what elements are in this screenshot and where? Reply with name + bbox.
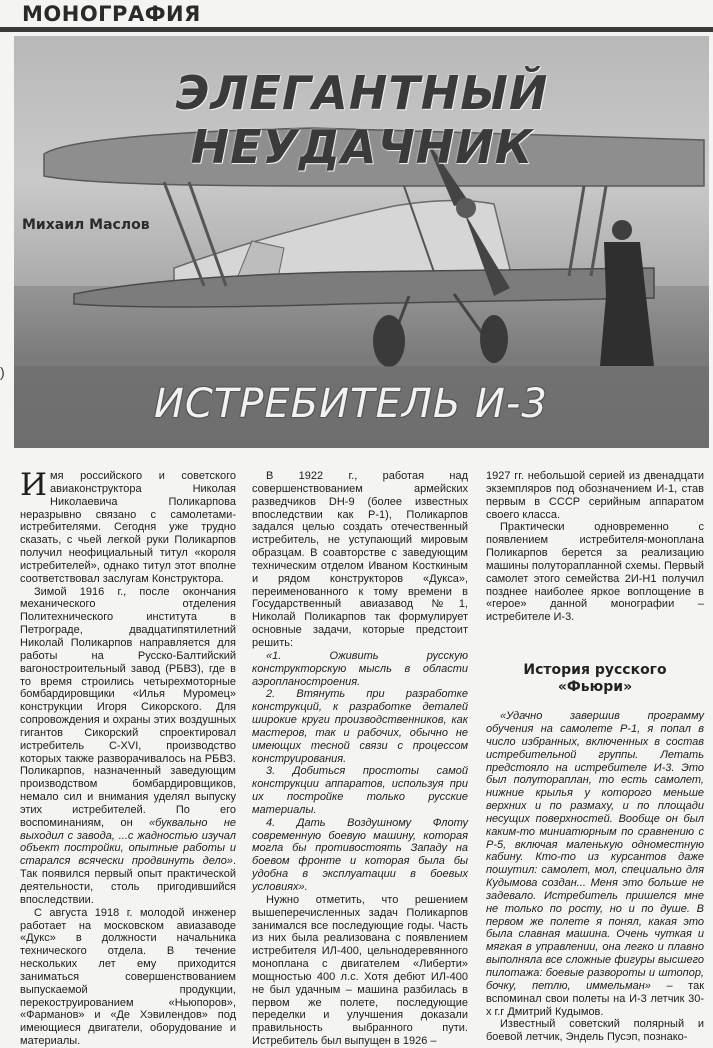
paragraph: 1927 гг. небольшой серией из двенадцати экземпляров под обозначением И-1, став первым в СССР серийным аппаратом своего класса.: [486, 470, 704, 521]
quote-item: 3. Добиться простоты самой конструкции аппаратов, используя при их постройке только русские материалы.: [252, 765, 468, 816]
edge-mark: ): [0, 364, 5, 380]
text-column-1: [20, 467, 236, 1048]
section-heading: История русского «Фьюри»: [523, 662, 667, 696]
author-name: Михаил Маслов: [22, 217, 150, 233]
paragraph: Зимой 1916 г., после окончания механического отделения Политехнического института в Петрограде, двадцатипятилетний Николай Поликарпов направляется для работы на Русско-Балтийский вагоностроительный завод (РБВЗ), где в то время строились четырехмоторные бомбардировщики «Илья Муромец» конструкции Игоря Сикорского. Для сопровождения и охраны этих воздушных гигантов Сикорский спроектировал истребитель С-XVI, производство которых также разворачивалось на РБВЗ. Поликарпов, назначенный заведующим производством бомбардировщиков, немало сил и внимания уделял выпуску этих истребителей. По его воспоминаниям, он «буквально не выходил с завода, ...с жадностью изучал объект постройки, опытные работы и старался всячески продвинуть дело». Так появился первый опыт практической деятельности, столь пригодившийся впоследствии.: [20, 585, 236, 906]
intro-paragraph: Имя российского и советского авиаконструктора Николая Николаевича Поликарпова неразрывно связано с самолетами-истребителями. Сегодня уже трудно сказать, с чьей легкой руки Поликарпов получил неофициальный титул «короля истребителей», однако титул этот вполне соответствовал заслугам Конструктора.: [20, 467, 236, 585]
section-tag: МОНОГРАФИЯ: [22, 2, 201, 26]
dropcap: И: [20, 467, 48, 503]
article-title: ЭЛЕГАНТНЫЙ НЕУДАЧНИК: [175, 66, 549, 174]
header-rule: [0, 27, 713, 32]
paragraph: В 1922 г., работая над совершенствованием армейских разведчиков DH-9 (более известных впоследствии как Р-1), Поликарпов задался целью создать отечественный истребитель, не уступающий мировым образцам. В соавторстве с заведующим техническим отделом Иваном Косткиным и рядом конструкторов «Дукса», переименованного к тому времени в Государственный авиазавод №1, Николай Поликарпов так формулирует основные задачи, которые предстоит решить:: [252, 470, 468, 649]
quote-item: 2. Втянуть при разработке конструкций, к разработке деталей широкие круги производственников, как мастеров, так и рабочих, обычно не имеющих тесной связи с процессом конструирования.: [252, 688, 468, 765]
text-column-2: [252, 470, 468, 1048]
quote-item: 4. Дать Воздушному Флоту современную боевую машину, которая могла бы противостоять Западу на боевом фронте и которая была бы удобна в эксплуатации в боевых условиях».: [252, 816, 468, 893]
paragraph: Известный советский полярный и боевой летчик, Эндель Пусэп, познако-: [486, 1018, 704, 1044]
paragraph: Нужно отметить, что решением вышеперечисленных задач Поликарпов занимался все последующие годы. Часть из них была реализована с появлением истребителя ИЛ-400, цельнодеревянного моноплана с двигателем «Либерти» мощностью 400 л.с. Хотя дебют ИЛ-400 не был удачным – машина разбилась в первом же полете, последующие переделки и улучшения доказали правильность выбранного пути. Истребитель был выпущен в 1926 –: [252, 893, 468, 1048]
quote-paragraph: «Удачно завершив программу обучения на самолете Р-1, я попал в число избранных, включенных в состав истребительной группы. Летать предстояло на истребителе И-3. Это был полутораплан, то есть самолет, нижние крылья у которого меньше верхних и по размаху, и по площади несущих поверхностей. Вообще он был каким-то миниатюрным по сравнению с Р-5, включая маленькую одноместную кабину. Кто-то из курсантов даже пошутил: самолет, мол, специально для Кудымова создан... Меня это больше не задевало. Истребитель пришелся мне не только по росту, но и по душе. В первом же полете я понял, какая это была славная машина. Очень чуткая и мягкая в управлении, она легко и плавно выполняла все сложные фигуры высшего пилотажа: боевые развороты и штопор, бочку, петлю, иммельман» – так вспоминал свои полеты на И-3 летчик 30-х г.г Дмитрий Кудымов.: [486, 710, 705, 1018]
text-column-3: [486, 470, 704, 1044]
article-subtitle: ИСТРЕБИТЕЛЬ И-3: [154, 381, 548, 427]
quote-item: «1. Оживить русскую конструкторскую мысль в области аэропланостроения.: [252, 649, 468, 688]
paragraph: Практически одновременно с появлением истребителя-моноплана Поликарпов берется за реализацию машины полуторапланной схемы. Первый самолет этого семейства 2И-Н1 получил позднее наиболее яркое воплощение в «герое» данной монографии – истребителе И-3.: [486, 521, 704, 624]
paragraph: С августа 1918 г. молодой инженер работает на московском авиазаводе «Дукс» в должности начальника технического отдела. В течение нескольких лет ему приходится заниматься совершенствованием выпускаемой продукции, перекоструированием «Ньюпоров», «Фарманов» и «Де Хэвилендов» под имеющиеся двигатели, оборудование и материалы.: [20, 906, 236, 1048]
page-header: [0, 0, 713, 40]
hero-photo: [14, 36, 709, 448]
